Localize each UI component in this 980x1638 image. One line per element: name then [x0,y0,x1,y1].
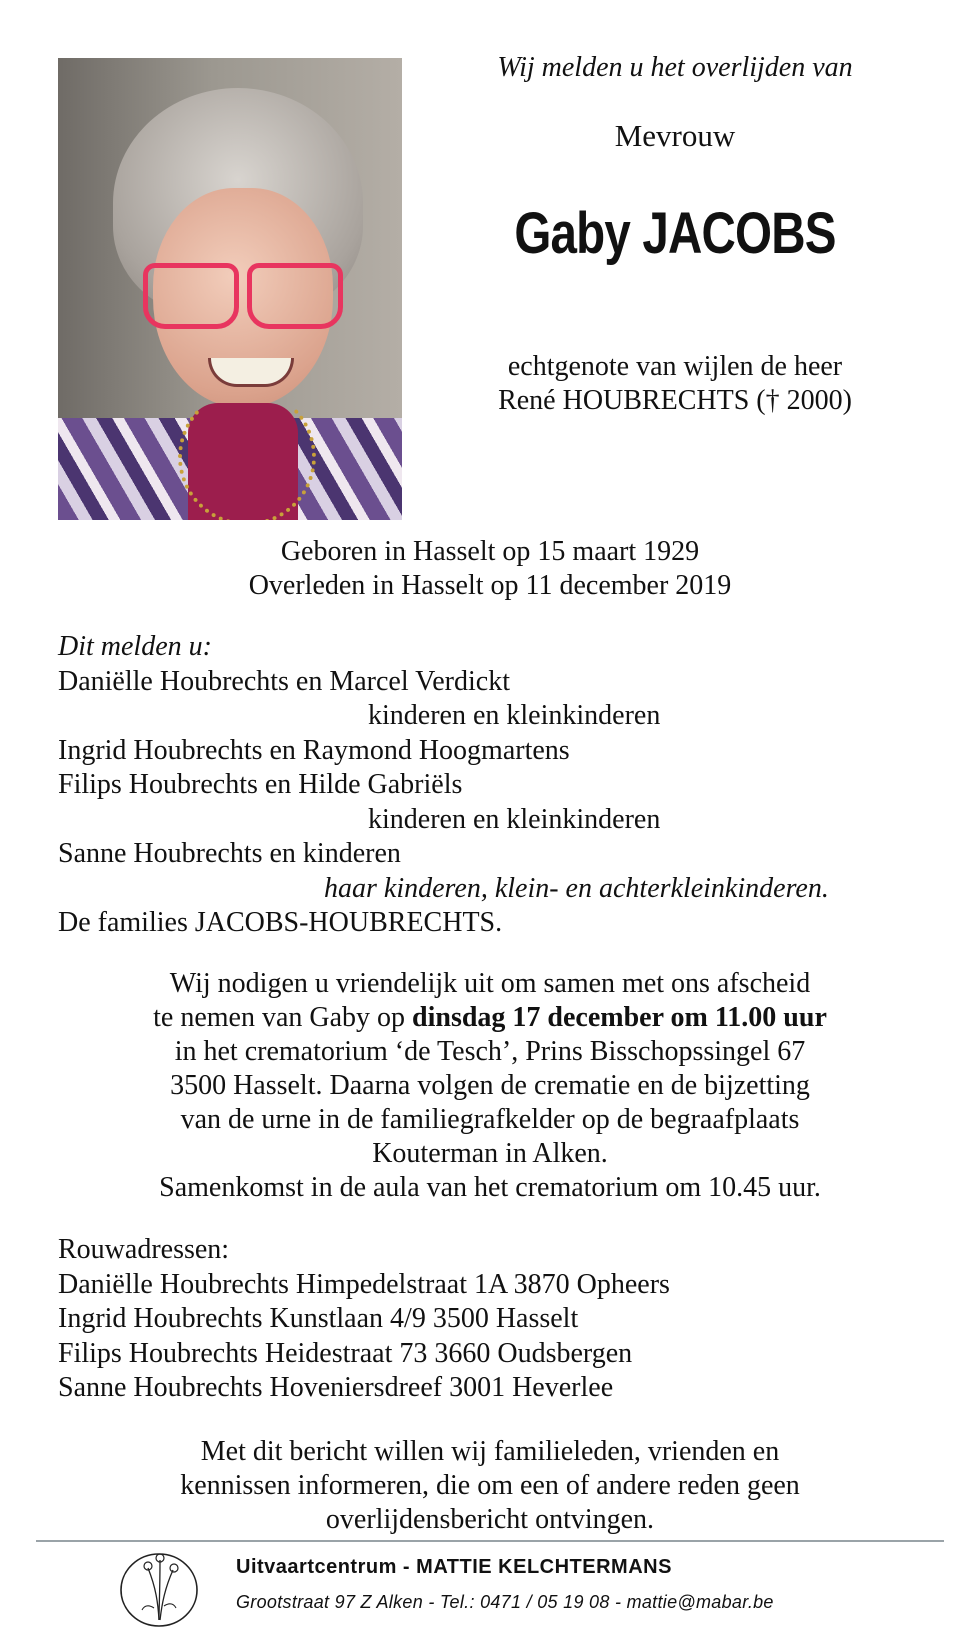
invitation-line: Samenkomst in de aula van het crematorium om 10.45 uur. [159,1172,821,1203]
relative-line: haar kinderen, klein- en achterkleinkinderen. [324,872,829,904]
closing-line: Met dit bericht willen wij familieleden, vrienden en [200,1436,780,1467]
relative-line: Daniëlle Houbrechts en Marcel Verdickt [58,665,510,697]
relative-line: kinderen en kleinkinderen [368,700,661,731]
relative-line: Filips Houbrechts en Hilde Gabriëls [58,769,463,800]
portrait-photo [58,58,402,520]
intro-text: Wij melden u het overlijden van [497,52,853,83]
spouse-line-1: echtgenote van wijlen de heer [507,351,843,382]
address-line: Ingrid Houbrechts Kunstlaan 4/9 3500 Hasselt [58,1303,579,1334]
invitation-line: in het crematorium ‘de Tesch’, Prins Bisschopssingel 67 [174,1036,806,1067]
relative-line: Sanne Houbrechts en kinderen [58,838,401,869]
closing-line: kennissen informeren, die om een of andere reden geen [180,1470,800,1501]
closing-note [58,1435,922,1537]
relative-line: De families JACOBS-HOUBRECHTS. [58,907,503,938]
invitation-line [58,1001,922,1035]
salutation: Mevrouw [614,118,736,153]
ceremony-datetime: dinsdag 17 december om 11.00 uur [412,1002,827,1033]
relative-line: Ingrid Houbrechts en Raymond Hoogmartens [58,734,570,766]
relatives-list [58,630,928,941]
spouse-info [430,350,920,418]
funeral-home-name: Uitvaartcentrum - MATTIE KELCHTERMANS [236,1556,672,1578]
born-date: Geboren in Hasselt op 15 maart 1929 [280,536,700,567]
invitation-text: te nemen van Gaby op [153,1002,413,1033]
ceremony-invitation [58,967,922,1205]
died-date: Overleden in Hasselt op 11 december 2019 [248,570,732,601]
invitation-line: 3500 Hasselt. Daarna volgen de crematie en de bijzetting [170,1070,810,1101]
invitation-line: van de urne in de familiegrafkelder op de begraafplaats [180,1104,800,1135]
invitation-line: Kouterman in Alken. [372,1138,608,1169]
address-line: Daniëlle Houbrechts Himpedelstraat 1A 3870 Opheers [58,1268,670,1300]
funeral-home-logo-icon [118,1548,200,1630]
mourning-addresses [58,1233,922,1406]
invitation-line: Wij nodigen u vriendelijk uit om samen met ons afscheid [169,968,811,999]
relatives-heading: Dit melden u: [58,631,212,662]
spouse-line-2: René HOUBRECHTS († 2000) [498,385,852,416]
relative-line: kinderen en kleinkinderen [368,803,661,835]
address-line: Filips Houbrechts Heidestraat 73 3660 Oudsbergen [58,1337,633,1369]
life-dates [58,535,922,603]
footer-divider [36,1540,944,1542]
closing-line: overlijdensbericht ontvingen. [325,1504,655,1535]
deceased-name: Gaby JACOBS [514,201,836,266]
funeral-home-contact: Grootstraat 97 Z Alken - Tel.: 0471 / 05 19 08 - mattie@mabar.be [236,1592,774,1612]
address-line: Sanne Houbrechts Hoveniersdreef 3001 Heverlee [58,1372,614,1403]
addresses-heading: Rouwadressen: [58,1234,230,1265]
